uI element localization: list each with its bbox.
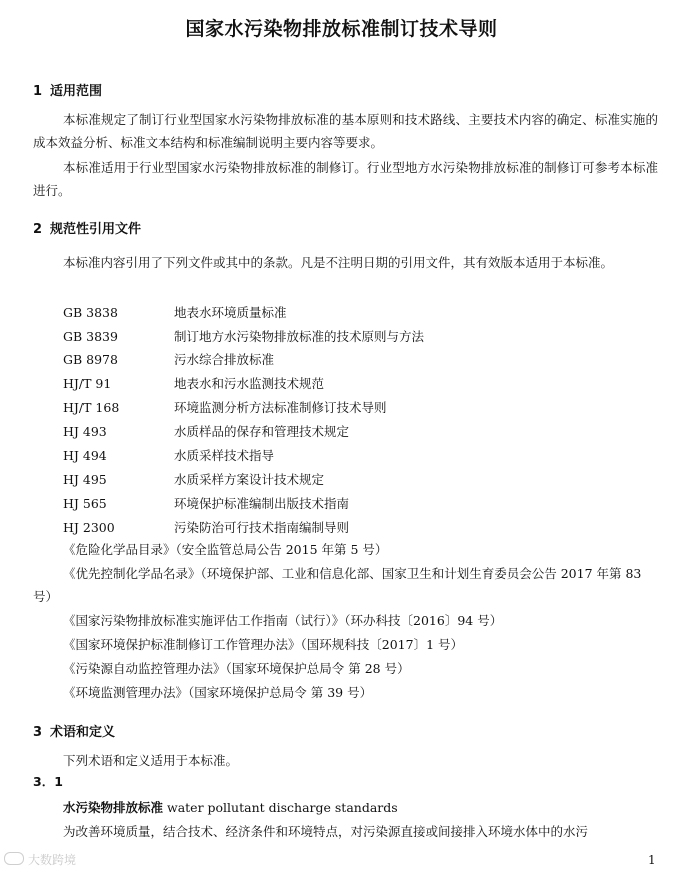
reference-item bbox=[63, 374, 324, 392]
reference-code: HJ 565 bbox=[63, 496, 107, 511]
reference-title: 污水综合排放标准 bbox=[174, 352, 275, 367]
reference-title: 制订地方水污染物排放标准的技术原则与方法 bbox=[174, 329, 425, 344]
reference-title: 污染防治可行技术指南编制导则 bbox=[174, 520, 350, 535]
referenced-document: 《污染源自动监控管理办法》（国家环境保护总局令 第 28 号） bbox=[63, 661, 410, 676]
reference-title: 环境监测分析方法标准制修订技术导则 bbox=[174, 400, 387, 415]
section-1-paragraph-1: 本标准规定了制订行业型国家水污染物排放标准的基本原则和技术路线、主要技术内容的确定、标准实施的成本效益分析、标准文本结构和标准编制说明主要内容等要求。 bbox=[33, 112, 658, 150]
reference-code: HJ/T 91 bbox=[63, 376, 112, 391]
section-title: 术语和定义 bbox=[50, 725, 116, 740]
referenced-document: 《优先控制化学品名录》（环境保护部、工业和信息化部、国家卫生和计划生育委员会公告 2017 年第 83 号） bbox=[33, 566, 642, 604]
referenced-document: 《环境监测管理办法》（国家环境保护总局令 第 39 号） bbox=[63, 685, 373, 700]
reference-code: HJ 493 bbox=[63, 424, 107, 439]
document-title: 国家水污染物排放标准制订技术导则 bbox=[185, 18, 498, 40]
referenced-document: 《国家环境保护标准制修订工作管理办法》（国环规科技〔2017〕1 号） bbox=[63, 637, 463, 652]
page-number: 1 bbox=[648, 853, 656, 867]
reference-item bbox=[63, 470, 324, 488]
term-english: water pollutant discharge standards bbox=[167, 800, 398, 815]
term-definition: 为改善环境质量，结合技术、经济条件和环境特点，对污染源直接或间接排入环境水体中的水污 bbox=[63, 824, 589, 839]
reference-code: GB 8978 bbox=[63, 352, 118, 367]
section-number: 1 bbox=[33, 84, 43, 99]
section-1-paragraph-2: 本标准适用于行业型国家水污染物排放标准的制修订。行业型地方水污染物排放标准的制修订可参考本标准进行。 bbox=[33, 160, 658, 198]
reference-title: 环境保护标准编制出版技术指南 bbox=[174, 496, 350, 511]
subsection-number: 3．1 bbox=[33, 774, 63, 789]
reference-item bbox=[63, 446, 274, 464]
reference-item bbox=[63, 518, 349, 536]
reference-item bbox=[63, 350, 274, 368]
watermark bbox=[4, 851, 76, 868]
section-number: 3 bbox=[33, 725, 43, 740]
reference-title: 地表水和污水监测技术规范 bbox=[174, 376, 325, 391]
section-3-heading bbox=[33, 721, 115, 740]
section-2-intro: 本标准内容引用了下列文件或其中的条款。凡是不注明日期的引用文件，其有效版本适用于本标准。 bbox=[63, 255, 614, 270]
section-2-heading bbox=[33, 218, 141, 237]
section-title: 适用范围 bbox=[50, 84, 103, 99]
reference-item bbox=[63, 398, 387, 416]
section-1-heading bbox=[33, 80, 102, 99]
section-number: 2 bbox=[33, 222, 43, 237]
term-entry bbox=[63, 798, 398, 816]
reference-code: HJ/T 168 bbox=[63, 400, 120, 415]
referenced-document: 《国家污染物排放标准实施评估工作指南（试行）》（环办科技〔2016〕94 号） bbox=[63, 613, 503, 628]
reference-code: GB 3838 bbox=[63, 305, 118, 320]
term-chinese: 水污染物排放标准 bbox=[63, 800, 164, 815]
reference-code: GB 3839 bbox=[63, 329, 118, 344]
reference-title: 水质样品的保存和管理技术规定 bbox=[174, 424, 350, 439]
reference-title: 水质采样技术指导 bbox=[174, 448, 275, 463]
referenced-document: 《危险化学品目录》（安全监管总局公告 2015 年第 5 号） bbox=[63, 542, 388, 557]
reference-title: 地表水环境质量标准 bbox=[174, 305, 287, 320]
section-3-intro: 下列术语和定义适用于本标准。 bbox=[63, 753, 239, 768]
reference-code: HJ 494 bbox=[63, 448, 107, 463]
reference-code: HJ 495 bbox=[63, 472, 107, 487]
reference-title: 水质采样方案设计技术规定 bbox=[174, 472, 325, 487]
reference-item bbox=[63, 422, 349, 440]
watermark-logo-icon bbox=[4, 852, 24, 865]
watermark-text: 大数跨境 bbox=[28, 853, 77, 867]
reference-item bbox=[63, 303, 287, 321]
reference-code: HJ 2300 bbox=[63, 520, 115, 535]
reference-item bbox=[63, 494, 349, 512]
reference-item bbox=[63, 327, 424, 345]
section-title: 规范性引用文件 bbox=[50, 222, 142, 237]
